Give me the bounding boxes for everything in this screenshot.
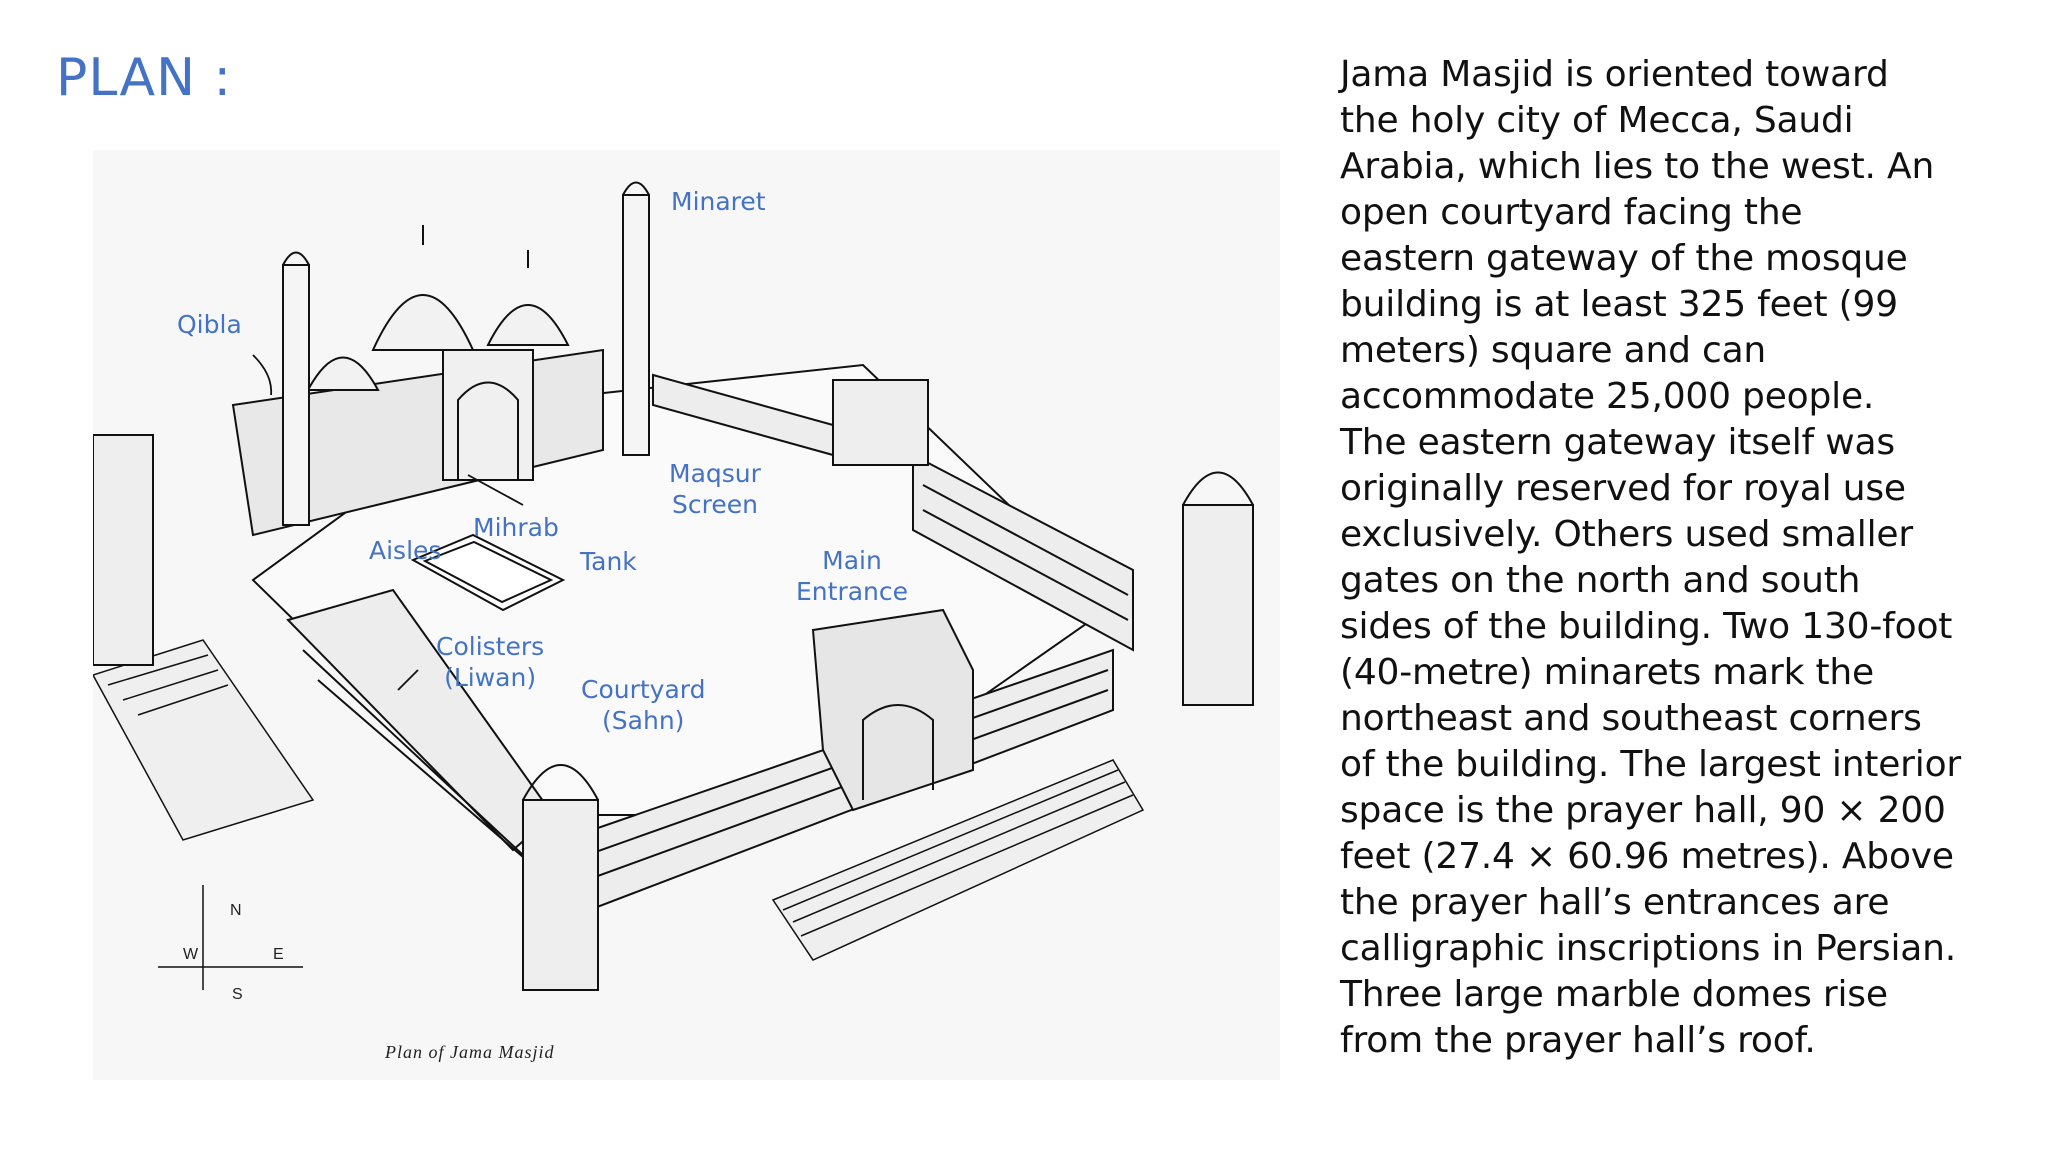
pavilion-back-right (833, 380, 928, 465)
label-qibla: Qibla (177, 310, 242, 339)
compass-w: W (183, 946, 199, 963)
minaret-right (623, 195, 649, 455)
label-maqsur-screen: Maqsur Screen (669, 459, 761, 519)
steps-left (93, 640, 313, 840)
pavilion-left (93, 435, 153, 665)
dome-right (488, 305, 568, 345)
compass-rose (158, 885, 303, 990)
label-main-entrance: Main Entrance (796, 546, 909, 606)
main-gate (813, 610, 973, 810)
label-courtyard: Courtyard (Sahn) (581, 675, 706, 735)
mosque-illustration (93, 150, 1280, 1080)
prayer-hall-gate (443, 350, 533, 480)
compass-n: N (230, 902, 242, 919)
compass-e: E (273, 946, 284, 963)
figure-caption: Plan of Jama Masjid (385, 1042, 555, 1062)
label-mihrab: Mihrab (473, 513, 559, 542)
label-colisters: Colisters (Liwan) (436, 632, 545, 692)
label-tank: Tank (580, 547, 637, 576)
compass-s: S (232, 986, 243, 1003)
dome-left (308, 358, 378, 391)
pavilion-front-left (523, 800, 598, 990)
label-aisles: Aisles (369, 536, 442, 565)
qibla-pointer (253, 355, 271, 395)
pavilion-right (1183, 505, 1253, 705)
label-minaret: Minaret (671, 187, 766, 216)
slide-title: PLAN : (56, 48, 233, 108)
description-text: Jama Masjid is oriented toward the holy city of Mecca, Saudi Arabia, which lies to the west. An open courtyard facing the eastern gateway of the mosque building is at least 325 feet (99 meters) square and can accommodate 25,000 people. The eastern gateway itself was originally reserved for royal use exclusively. Others used smaller gates on the north and south sides of the building. Two 130-foot (40-metre) minarets mark the northeast and southeast corners of the building. The largest interior space is the prayer hall, 90 × 200 feet (27.4 × 60.96 metres). Above the prayer hall’s entrances are calligraphic inscriptions in Persian. Three large marble domes rise from the prayer hall’s roof. (1340, 54, 1962, 1061)
mosque-drawing (93, 150, 1280, 1080)
dome-center (373, 295, 473, 350)
minaret-left (283, 265, 309, 525)
